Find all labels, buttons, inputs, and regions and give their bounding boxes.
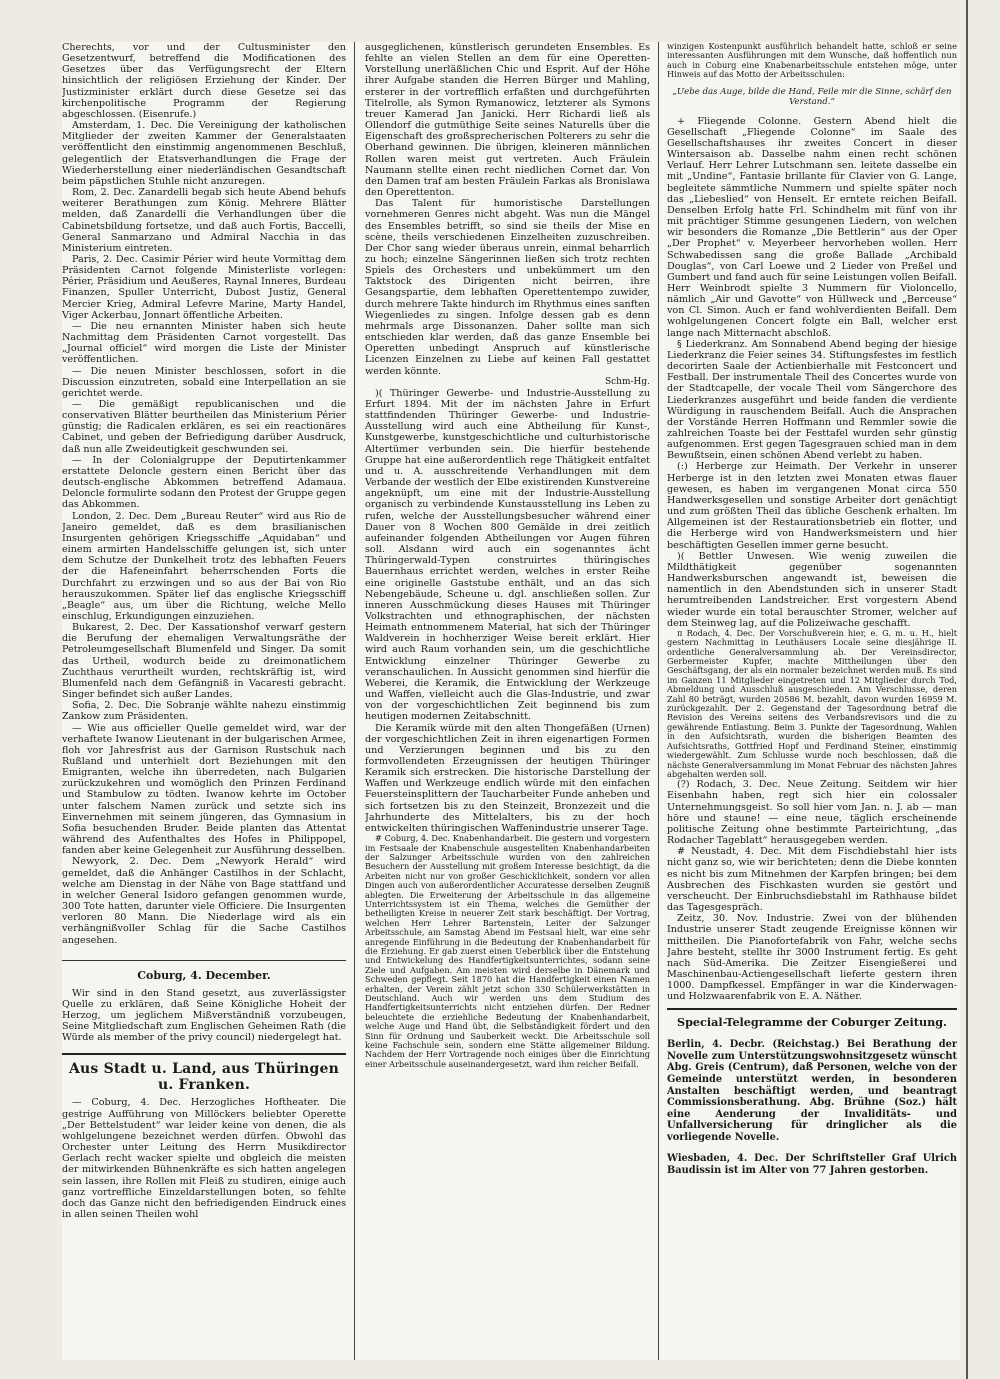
telegram-paragraph: Berlin, 4. Decbr. (Reichstag.) Bei Berathung der Novelle zum Unterstützungswohnsitzgesetz wünscht Abg. Greis (Centrum), daß Personen, welche von der Gemeinde unterstützt werden, in besonderen Anstalten beschäftigt werden, und beantragt Commissionsberathung. Abg. Brühne (Soz.) hält eine Aenderung der Invaliditäts- und Unfallversicherung für dringlicher als die vorliegende Novelle. bbox=[667, 1039, 957, 1143]
article-paragraph: Bukarest, 2. Dec. Der Kassationshof verwarf gestern die Berufung der ehemaligen Verwaltungsräthe der Petroleumgesellschaft Blumenfeld und Singer. Da somit das Urtheil, wodurch beide zu dreimonatlichem Zuchthaus verurtheilt wurden, rechtskräftig ist, wird Blumenfeld nach dem Gefängniß in Vacaresti gebracht. Singer befindet sich außer Landes. bbox=[62, 622, 346, 701]
dateline-heading: Coburg, 4. December. bbox=[62, 960, 346, 982]
article-paragraph: # Neustadt, 4. Dec. Mit dem Fischdiebstahl hier ists nicht ganz so, wie wir berichteten; denn die Diebe konnten es nicht bis zum Mitnehmen der Karpfen bringen; bei dem Ausbrechen des Fischkasten wurden sie gestört und verscheucht. Der Einbruchsdiebstahl im Rathhause bildet das Tagesgespräch. bbox=[667, 846, 957, 914]
article-paragraph: Wir sind in den Stand gesetzt, aus zuverlässigster Quelle zu erklären, daß Seine Königliche Hoheit der Herzog, um jeglichem Mißverständniß vorzubeugen, Seine Mitgliedschaft zum Englischen Geheimen Rath (die Würde als member of the privy council) niedergelegt hat. bbox=[62, 987, 346, 1044]
article-paragraph: (?) Rodach, 3. Dec. Neue Zeitung. Seitdem wir hier Eisenbahn haben, regt sich hier ein colossaler Unternehmungsgeist. So soll hier vom Jan. n. J. ab — man höre und staune! — eine neue, täglich erscheinende politische Zeitung ohne bestimmte Parteirichtung, „das Rodacher Tageblatt“ herausgegeben werden. bbox=[667, 779, 957, 847]
article-paragraph: winzigen Kostenpunkt ausführlich behandelt hatte, schloß er seine interessanten Ausführungen mit dem Wunsche, daß hoffentlich nun auch in Coburg eine Knabenarbeitsschule entstehen möge, unter Hinweis auf das Motto der Arbeitsschulen: bbox=[667, 42, 957, 80]
article-paragraph: # Coburg, 4. Dec. Knabenhandarbeit. Die gestern und vorgestern im Festsaale der Knabenschule ausgestellten Knabenhandarbeiten der Salzunger Arbeitsschule wurden von den zahlreichen Besuchern der Ausstellung mit großem Interesse besichtigt, da die Arbeiten nicht nur von großer Geschicklichkeit, sondern vor allen Dingen auch von außerordentlicher Accuratesse derselben Zeugniß ablegten. Die Erweiterung der Arbeitsschule in das allgemeine Unterrichtssystem ist ein Thema, welches die Gemüther der betheiligten Kreise in neuerer Zeit stark beschäftigt. Der Vortrag, welchen Herr Lehrer Bartenstein, Leiter der Salzunger Arbeitsschule, am Samstag Abend im Festsaal hielt, war eine sehr anregende Einführung in die Bedeutung der Knabenhandarbeit für die Erziehung. Er gab zuerst einen Ueberblick über die Entstehung und Entwickelung des Handfertigkeitsunterrichtes, sodann seine Ziele und Aufgaben. Am meisten wird derselbe in Dänemark und Schweden gepflegt. Seit 1870 hat die Handfertigkeit einen Namen erhalten, der Verein zählt jetzt schon 330 Schülerwerkstätten in Deutschland. Auch wir werden uns dem Studium des Handfertigkeitsunterrichts nicht entziehen dürfen. Der Redner beleuchtete die erziehliche Bedeutung der Knabenhandarbeit, welche Auge und Hand übt, die Selbständigkeit fördert und den Sinn für Ordnung und Sauberkeit weckt. Die Arbeitsschule soll keine Fachschule sein, sondern eine Stätte allgemeiner Bildung. Nachdem der Herr Vortragende noch einiges über die Einrichtung einer Arbeitsschule auseinandergesetzt, ward ihm reicher Beifall. bbox=[365, 833, 650, 1069]
article-paragraph: Paris, 2. Dec. Casimir Périer wird heute Vormittag dem Präsidenten Carnot folgende Ministerliste vorlegen: Périer, Präsidium und Aeußeres, Raynal Inneres, Burdeau Finanzen, Spuller Unterricht, Dubost Justiz, General Mercier Krieg, Admiral Lefevre Marine, Marty Handel, Viger Ackerbau, Jonnart öffentliche Arbeiten. bbox=[62, 253, 346, 321]
column-2 bbox=[365, 42, 650, 1360]
article-paragraph: Rom, 2. Dec. Zanardelli begab sich heute Abend behufs weiterer Berathungen zum König. Mehrere Blätter melden, daß Zanardelli die Verhandlungen über die Cabinetsbildung fortsetze, und daß auch Fortis, Baccelli, General Sanmarzano und Admiral Nacchia in das Ministerium eintreten. bbox=[62, 187, 346, 254]
article-paragraph: § Liederkranz. Am Sonnabend Abend beging der hiesige Liederkranz die Feier seines 34. Stiftungsfestes im festlich decorirten Saale der Actienbierhalle mit Festconcert und Festball. Der instrumentale Theil des Concertes wurde von der Stadtcapelle, der vocale Theil vom Sängerchore des Liederkranzes ausgeführt und beide fanden die verdiente Würdigung in rauschendem Beifall. Auch die Ansprachen der Vorstände Herren Hoffmann und Remmler sowie die zahlreichen Toaste bei der Festtafel wurden sehr günstig aufgenommen. Erst gegen Tagesgrauen schied man in dem Bewußtsein, einen schönen Abend verlebt zu haben. bbox=[667, 338, 957, 462]
article-paragraph: Sofia, 2. Dec. Die Sobranje wählte nahezu einstimmig Zankow zum Präsidenten. bbox=[62, 700, 346, 723]
article-paragraph: Amsterdam, 1. Dec. Die Vereinigung der katholischen Mitglieder der zweiten Kammer der Generalstaaten veröffentlicht den einstimmig angenommenen Beschluß, gelegentlich der Etatsverhandlungen die Frage der Wiederherstellung einer niederländischen Gesandtschaft beim päpstlichen Stuhle nicht anzuregen. bbox=[62, 120, 346, 187]
column-3 bbox=[667, 42, 957, 1360]
article-paragraph: + Fliegende Colonne. Gestern Abend hielt die Gesellschaft „Fliegende Colonne“ im Saale des Gesellschaftshauses ihr zweites Concert in dieser Wintersaison ab. Dasselbe nahm einen recht schönen Verlauf. Herr Lehrer Lutschmann sen. leitete dasselbe ein mit „Undine“, Fantasie brillante für Clavier von G. Lange, begleitete sämmtliche Nummern und spielte später noch das „Liebeslied“ von Henselt. Er erntete reichen Beifall. Denselben Erfolg hatte Frl. Schindhelm mit fünf von ihr mit prächtiger Stimme gesungenen Liedern, von welchen wir besonders die Romanze „Die Bettlerin“ aus der Oper „Der Prophet“ v. Meyerbeer hervorheben wollen. Herr Schwabedissen sang die große Ballade „Archibald Douglas“, von Carl Loewe und 2 Lieder von Preßel und Gumbert und fand auch für seine Leistungen vollen Beifall. Herr Weinbrodt spielte 3 Nummern für Violoncello, nämlich „Air und Gavotte“ von Hüllweck und „Berceuse“ von Cl. Simon. Auch er fand wohlverdienten Beifall. Dem wohlgelungenen Concert folgte ein Ball, welcher erst lange nach Mitternacht abschloß. bbox=[667, 115, 957, 339]
article-paragraph: — In der Colonialgruppe der Deputirtenkammer erstattete Deloncle gestern einen Bericht über das deutsch-englische Abkommen betreffend Adamaua. Deloncle formulirte sodann den Protest der Gruppe gegen das Abkommen. bbox=[62, 454, 346, 511]
article-paragraph: Zeitz, 30. Nov. Industrie. Zwei von der blühenden Industrie unserer Stadt zeugende Ereignisse können wir mittheilen. Die Pianofortefabrik von Fahr, welche sechs Jahre besteht, stellte ihr 3000 Instrument fertig. Es geht nach Süd-Amerika. Die Zeitzer Eisengießerei und Maschinenbau-Actiengesellschaft lieferte gestern ihren 1000. Dampfkessel. Empfänger in war die Kinderwagen- und Holzwaarenfabrik von E. A. Näther. bbox=[667, 913, 957, 1003]
column-rule bbox=[658, 42, 659, 1360]
article-paragraph: π Rodach, 4. Dec. Der Vorschußverein hier, e. G. m. u. H., hielt gestern Nachmittag in Leuthäusers Locale seine diesjährige II. ordentliche Generalversammlung ab. Der Vereinsdirector, Gerbermeister Kupfer, machte Mittheilungen über den Geschäftsgang, der als ein normaler bezeichnet werden muß. Es sind im Ganzen 11 Mitglieder eingetreten und 12 Mitglieder durch Tod, Abmeldung und Ausschluß ausgeschieden. Am Verschlusse, deren Zahl 80 beträgt, wurden 20586 M. bezahlt, davon wurden 16959 M. zurückgezahlt. Der 2. Gegenstand der Tagesordnung betraf die Revision des Vereins seitens des Verbandsrevisors und die zu gewährende Entlastung. Beim 3. Punkte der Tagesordnung, Wahlen in den Aufsichtsrath, wurden die bisherigen Beamten des Aufsichtsraths, Gottfried Hopf und Ferdinand Steiner, einstimmig wiedergewählt. Zum Schlusse wurde noch beschlossen, daß die nächste Generalversammlung im Monat Februar des nächsten Jahres abgehalten werden soll. bbox=[667, 627, 957, 779]
page-edge-line bbox=[966, 0, 968, 1379]
article-paragraph: — Die gemäßigt republicanischen und die conservativen Blätter beurtheilen das Ministerium Périer günstig; die Radicalen erklären, es sei ein reactionäres Cabinet, und geben der Befriedigung darüber Ausdruck, daß nun alle Zweideutigkeit geschwunden sei. bbox=[62, 399, 346, 455]
article-paragraph: — Die neuen Minister beschlossen, sofort in die Discussion einzutreten, sobald eine Interpellation an sie gerichtet werde. bbox=[62, 365, 346, 399]
telegram-paragraph: Wiesbaden, 4. Dec. Der Schriftsteller Graf Ulrich Baudissin ist im Alter von 77 Jahren gestorben. bbox=[667, 1153, 957, 1176]
section-heading: Aus Stadt u. Land, aus Thüringen u. Franken. bbox=[62, 1053, 346, 1093]
article-paragraph: Das Talent für humoristische Darstellungen vornehmeren Genres nicht abgeht. Was nun die Mängel des Ensembles betrifft, so sind sie theils der Mise en scène, theils verschiedenen Einzelheiten zuzuschreiben. Der Chor sang wieder überaus unrein, einmal beharrlich zu hoch; einzelne Sängerinnen ließen sich trotz rechten Spiels des Orchesters und unbekümmert um den Taktstock des Dirigenten nicht beirren, ihre Gesangspartie, dem lebhaften Operettentempo zuwider, durch mehrere Takte hindurch im Rhythmus eines sanften Wiegenliedes zu singen. Infolge dessen gab es denn mehrmals arge Dissonanzen. Daher sollte man sich entschieden klar werden, daß das ganze Ensemble bei Operetten unbedingt Anspruch auf künstlerische Licenzen Einzelnen zu Liebe auf keinen Fall gestattet werden könnte. bbox=[365, 198, 650, 377]
article-paragraph: Cherechts, vor und der Cultusminister den Gesetzentwurf, betreffend die Modificationen des Gesetzes über das Verfügungsrecht der Eltern hinsichtlich der religiösen Erziehung der Kinder. Der Justizminister erklärt durch diese Gesetze sei das kirchenpolitische Programm der Regierung abgeschlossen. (Eisenrufe.) bbox=[62, 42, 346, 120]
column-rule bbox=[354, 42, 355, 1360]
article-paragraph: (:) Herberge zur Heimath. Der Verkehr in unserer Herberge ist in den letzten zwei Monaten etwas flauer gewesen, es haben im vergangenen Monat circa 550 Handwerksgesellen und sonstige Arbeiter dort genächtigt und zum größten Theil das übliche Geschenk erhalten. Im Allgemeinen ist der Restaurationsbetrieb ein flotter, und die Herberge wird von Handwerksmeistern und hier beschäftigten Gesellen immer gerne besucht. bbox=[667, 461, 957, 551]
article-paragraph: Die Keramik würde mit den alten Thongefäßen (Urnen) der vorgeschichtlichen Zeit in ihren eigenartigen Formen und Verzierungen beginnen und bis zu den formvollendeten Erzeugnissen der heutigen Thüringer Keramik sich erstrecken. Die historische Darstellung der Waffen und Werkzeuge endlich würde mit den einfachen Feuersteinsplittern der Taucharbeiter Funde anheben und sich fortsetzen bis zu den Steinzeit, Bronzezeit und die Jahrhunderte des Mittelalters, bis zu der hoch entwickelten thüringischen Waffenindustrie unserer Tage. bbox=[365, 722, 650, 834]
newspaper-page bbox=[62, 42, 960, 1360]
telegram-section-heading: Special-Telegramme der Coburger Zeitung. bbox=[667, 1008, 957, 1029]
article-paragraph: )( Thüringer Gewerbe- und Industrie-Ausstellung zu Erfurt 1894. Mit der im nächsten Jahre in Erfurt stattfindenden Thüringer Gewerbe- und Industrie-Ausstellung wird auch eine Abtheilung für Kunst-, Kunstgewerbe, kunstgeschichtliche und culturhistorische Altertümer verbunden sein. Die hierfür bestehende Gruppe hat eine außerordentlich rege Thätigkeit entfaltet und u. A. ausschreitende Verhandlungen mit dem Verbande der westlich der Elbe existirenden Kunstvereine angeknüpft, um eine mit der Industrie-Ausstellung organisch zu verbindende Kunstausstellung ins Leben zu rufen, welche der Ausstellungsbesucher während einer Dauer von 8 Wochen 800 Gemälde in drei zeitlich aufeinander folgenden Abtheilungen vor Augen führen soll. Alsdann wird auch ein sogenanntes ächt Thüringerwald-Typen construirtes thüringisches Bauernhaus errichtet werden, welches in erster Reihe eine originelle Gaststube enthält, und an das sich Nebengebäude, Scheune u. dgl. anschließen sollen. Zur inneren Ausschmückung dieses Hauses mit Thüringer Volkstrachten und ethnographischen, der nächsten Heimath entnommenem Material, hat sich der Thüringer Waldverein in hochherziger Weise bereit erklärt. Hier wird auch Raum vorhanden sein, um die geschichtliche Entwicklung einzelner Thüringer Gewerbe zu veranschaulichen. In Aussicht genommen sind hierfür die Weberei, die Keramik, die Entwicklung der Werkzeuge und Waffen, vielleicht auch die Glas-Industrie, und zwar von der vorgeschichtlichen Zeit beginnend bis zum heutigen modernen Zeitabschnitt. bbox=[365, 387, 650, 723]
article-paragraph: London, 2. Dec. Dem „Bureau Reuter“ wird aus Rio de Janeiro gemeldet, daß es dem brasilianischen Insurgenten gehörigen Kriegsschiffe „Aquidaban“ und einem armirten Handelsschiffe gelungen ist, sich unter dem Schutze der Dunkelheit trotz des lebhaften Feuers der die Hafeneinfahrt beherrschenden Forts die Durchfahrt zu erzwingen und so aus der Bai von Rio herauszukommen. Später lief das englische Kriegsschiff „Beagle“ aus, um über die Richtung, welche Mello einschlug, Erkundigungen einzuziehen. bbox=[62, 510, 346, 622]
article-paragraph: Newyork, 2. Dec. Dem „Newyork Herald“ wird gemeldet, daß die Anhänger Castilhos in der Schlacht, welche am Dienstag in der Nähe von Bage stattfand und in welcher General Isidoro gefangen genommen wurde, 300 Tote hatten, darunter viele Officiere. Die Insurgenten verloren 80 Mann. Die Niederlage wird als ein verhängnißvoller Schlag für die Sache Castilhos angesehen. bbox=[62, 856, 346, 946]
article-paragraph: ausgeglichenen, künstlerisch gerundeten Ensembles. Es fehlte an vielen Stellen an dem für eine Operetten-Vorstellung unerläßlichen Chic und Esprit. Auf der Höhe ihrer Aufgabe standen die Herren Bürger und Mahling, ersterer in der vortrefflich erfaßten und durchgeführten Titelrolle, als Symon Rymanowicz, letzterer als Symons treuer Kamerad Jan Janicki. Herr Richardi ließ als Ollendorf die gutmüthige Seite seines Naturells über die Eigenschaft des großsprecherischen Polterers zu sehr die Oberhand gewinnen. Die übrigen, kleineren männlichen Rollen waren meist gut vertreten. Auch Fräulein Naumann stellte einen recht niedlichen Cornet dar. Von den Damen traf am besten Fräulein Farkas als Bronislawa den Operettenton. bbox=[365, 42, 650, 199]
article-paragraph: )( Bettler Unwesen. Wie wenig zuweilen die Mildthätigkeit gegenüber sogenannten Handwerksburschen angewandt ist, beweisen die namentlich in den Abendstunden sich in unserer Stadt herumtreibenden Landstreicher. Erst vorgestern Abend wieder wurde ein total berauschter Stromer, welcher auf dem Steinweg lag, auf die Polizeiwache geschafft. bbox=[667, 550, 957, 629]
verse-quote: „Uebe das Auge, bilde die Hand, Feile mir die Sinne, schärf den Verstand.“ bbox=[672, 87, 952, 107]
article-paragraph: — Coburg, 4. Dec. Herzogliches Hoftheater. Die gestrige Aufführung von Millöckers beliebter Operette „Der Bettelstudent“ war leider keine von denen, die als wohlgelungene bezeichnet werden dürfen. Obwohl das Orchester unter Leitung des Herrn Musikdirector Gerlach recht wacker spielte und obgleich die meisten der mitwirkenden Bühnenkräfte es sich hatten angelegen sein lassen, ihre Rollen mit Fleiß zu studiren, einige auch ganz vortreffliche Einzeldarstellungen boten, so fehlte doch das Ganze nicht den befriedigenden Eindruck eines in allen seinen Theilen wohl bbox=[62, 1097, 346, 1220]
column-1 bbox=[62, 42, 346, 1360]
article-paragraph: — Wie aus officieller Quelle gemeldet wird, war der verhaftete Iwanow Lieutenant in der bulgarischen Armee, floh vor Jahresfrist aus der Garnison Rustschuk nach Rußland und unterhielt dort Beziehungen mit den Emigranten, welche ihn überredeten, nach Bulgarien zurückzukehren und womöglich den Prinzen Ferdinand und Stambulow zu tödten. Iwanow kehrte im October unter falschem Namen zurück und setzte sich ins Einvernehmen mit seinem jüngeren, das Gymnasium in Sofia besuchenden Bruder. Beide planten das Attentat während des Aufenthaltes des Hofes in Philippopel, fanden aber keine Gelegenheit zur Ausführung desselben. bbox=[62, 722, 346, 857]
article-paragraph: — Die neu ernannten Minister haben sich heute Nachmittag dem Präsidenten Carnot vorgestellt. Das „Journal officiel“ wird morgen die Liste der Minister veröffentlichen. bbox=[62, 320, 346, 366]
author-signature: Schm-Hg. bbox=[604, 376, 650, 387]
